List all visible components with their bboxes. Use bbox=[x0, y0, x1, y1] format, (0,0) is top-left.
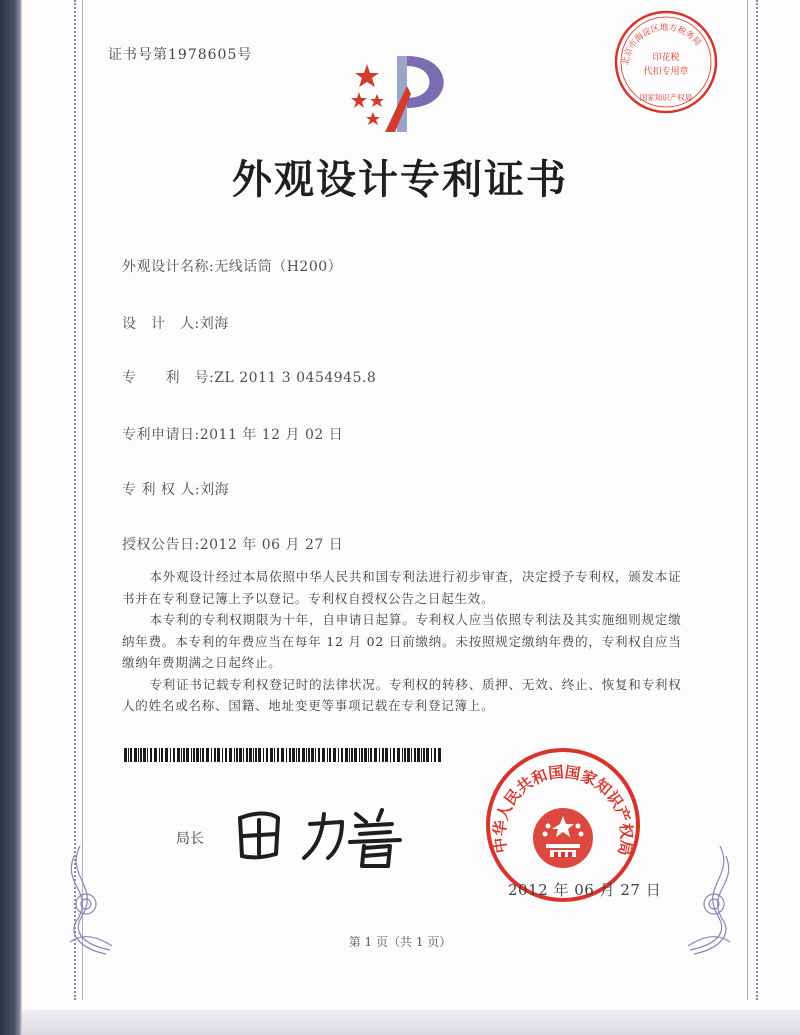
barcode-bar bbox=[130, 748, 132, 762]
certificate-title: 外观设计专利证书 bbox=[232, 156, 568, 203]
page-number: 第 1 页（共 1 页） bbox=[348, 935, 452, 949]
barcode-bar bbox=[289, 748, 291, 762]
tax-seal-bottom: 国家知识产权局 bbox=[639, 93, 693, 102]
grant-date-label: 授权公告日: bbox=[122, 537, 200, 553]
field-grant-date bbox=[122, 534, 343, 554]
barcode-bar bbox=[359, 748, 360, 762]
patent-office-logo bbox=[345, 46, 465, 136]
barcode-bar bbox=[206, 748, 209, 762]
barcode-bar bbox=[322, 748, 325, 762]
field-designer bbox=[122, 313, 229, 333]
patent-number-value: ZL 2011 3 0454945.8 bbox=[214, 370, 377, 386]
barcode-bar bbox=[222, 748, 223, 762]
design-name-label: 外观设计名称: bbox=[122, 259, 215, 275]
barcode-bar bbox=[173, 748, 175, 762]
barcode-bar bbox=[329, 748, 331, 762]
barcode-bar bbox=[134, 748, 137, 762]
barcode-bar bbox=[177, 748, 180, 762]
barcode-bar bbox=[281, 748, 284, 762]
barcode-bar bbox=[196, 748, 199, 762]
filing-date-value: 2011 年 12 月 02 日 bbox=[199, 427, 344, 443]
barcode-bar bbox=[311, 748, 314, 762]
barcode-bar bbox=[229, 748, 232, 762]
barcode-bar bbox=[165, 748, 168, 762]
certificate-body bbox=[122, 566, 688, 717]
body-paragraph-1: 本外观设计经过本局依照中华人民共和国专利法进行初步审查，决定授予专利权，颁发本证书并在专利登记簿上予以登记。专利权自授权公告之日起生效。 bbox=[122, 569, 682, 606]
barcode bbox=[124, 748, 444, 762]
barcode-bar bbox=[438, 748, 441, 762]
barcode-bar bbox=[379, 748, 380, 762]
barcode-bar bbox=[421, 748, 422, 762]
barcode-bar bbox=[402, 748, 403, 762]
barcode-bar bbox=[411, 748, 412, 762]
barcode-bar bbox=[349, 748, 350, 762]
barcode-bar bbox=[249, 748, 252, 762]
barcode-bar bbox=[202, 748, 204, 762]
barcode-bar bbox=[193, 748, 195, 762]
barcode-bar bbox=[277, 748, 279, 762]
barcode-bar bbox=[296, 748, 297, 762]
barcode-bar bbox=[181, 748, 182, 762]
barcode-bar bbox=[345, 748, 348, 762]
barcode-bar bbox=[333, 748, 336, 762]
barcode-bar bbox=[302, 748, 305, 762]
barcode-bar bbox=[423, 748, 425, 762]
barcode-bar bbox=[191, 748, 192, 762]
barcode-bar bbox=[154, 748, 157, 762]
barcode-bar bbox=[138, 748, 139, 762]
barcode-bar bbox=[217, 748, 220, 762]
body-paragraph-3: 专利证书记载专利权登记时的法律状况。专利权的转移、质押、无效、终止、恢复和专利权人的姓名或名称、国籍、地址变更等事项记载在专利登记簿上。 bbox=[122, 676, 682, 713]
barcode-bar bbox=[404, 748, 406, 762]
barcode-bar bbox=[183, 748, 185, 762]
field-patent-number bbox=[122, 367, 376, 387]
logo-p-bowl bbox=[407, 56, 444, 108]
barcode-bar bbox=[338, 748, 339, 762]
logo-star-1 bbox=[355, 64, 379, 87]
barcode-bar bbox=[143, 748, 146, 762]
tax-seal-outer-text: 北京市海淀区地方税务局 bbox=[620, 22, 703, 67]
design-name-value: 无线话筒（H200） bbox=[214, 259, 343, 275]
barcode-bar bbox=[161, 748, 163, 762]
national-emblem-icon bbox=[533, 808, 593, 868]
barcode-bar bbox=[354, 748, 357, 762]
barcode-bar bbox=[234, 748, 235, 762]
barcode-bar bbox=[286, 748, 287, 762]
barcode-bar bbox=[170, 748, 171, 762]
barcode-bar bbox=[266, 748, 268, 762]
barcode-bar bbox=[374, 748, 377, 762]
barcode-bar bbox=[390, 748, 391, 762]
official-seal-text: 中华人民共和国国家知识产权局 bbox=[490, 763, 636, 858]
director-signature bbox=[232, 796, 422, 876]
body-paragraph-2: 本专利的专利权期限为十年，自申请日起算。专利权人应当依照专利法及其实施细则规定缴纳年费。本专利的年费应当在每年 12 月 02 日前缴纳。未按照规定缴纳年费的，专利权自应当缴纳年费期满之日起终止。 bbox=[122, 612, 682, 670]
barcode-bar bbox=[341, 748, 343, 762]
barcode-bar bbox=[385, 748, 388, 762]
barcode-bar bbox=[263, 748, 264, 762]
barcode-bar bbox=[414, 748, 416, 762]
barcode-bar bbox=[315, 748, 316, 762]
barcode-bar bbox=[253, 748, 254, 762]
barcode-bar bbox=[368, 748, 369, 762]
tax-seal-line1: 印花税 bbox=[652, 53, 680, 63]
barcode-bar bbox=[147, 748, 148, 762]
certificate-number: 证书号第1978605号 bbox=[108, 47, 253, 63]
grant-date-value: 2012 年 06 月 27 日 bbox=[199, 537, 344, 553]
barcode-bar bbox=[243, 748, 244, 762]
barcode-bar bbox=[140, 748, 142, 762]
barcode-bar bbox=[124, 748, 127, 762]
barcode-bar bbox=[246, 748, 248, 762]
barcode-bar bbox=[211, 748, 212, 762]
director-label: 局长 bbox=[176, 831, 204, 847]
barcode-bar bbox=[270, 748, 273, 762]
logo-star-4 bbox=[366, 112, 380, 125]
barcode-bar bbox=[255, 748, 257, 762]
barcode-bar bbox=[327, 748, 328, 762]
barcode-bar bbox=[306, 748, 307, 762]
barcode-bar bbox=[431, 748, 432, 762]
field-patentee bbox=[122, 479, 229, 499]
barcode-bar bbox=[274, 748, 275, 762]
barcode-bar bbox=[225, 748, 227, 762]
barcode-bar bbox=[214, 748, 216, 762]
barcode-bar bbox=[236, 748, 238, 762]
barcode-bar bbox=[407, 748, 410, 762]
designer-value: 刘海 bbox=[199, 316, 229, 332]
barcode-bar bbox=[239, 748, 242, 762]
barcode-bar bbox=[434, 748, 436, 762]
barcode-bar bbox=[370, 748, 372, 762]
barcode-bar bbox=[258, 748, 261, 762]
barcode-bar bbox=[417, 748, 420, 762]
logo-star-3 bbox=[370, 94, 384, 107]
patent-number-label: 专 利 号: bbox=[122, 370, 215, 386]
barcode-bar bbox=[200, 748, 201, 762]
field-design-name bbox=[122, 256, 342, 276]
tax-seal-line2: 代扣专用章 bbox=[643, 67, 689, 77]
barcode-bar bbox=[361, 748, 363, 762]
barcode-bar bbox=[298, 748, 300, 762]
barcode-bar bbox=[186, 748, 189, 762]
barcode-bar bbox=[150, 748, 152, 762]
seal-date: 2012 年 06 月 27 日 bbox=[508, 881, 662, 899]
barcode-bar bbox=[397, 748, 400, 762]
stamp-tax-seal bbox=[612, 8, 720, 116]
barcode-bar bbox=[382, 748, 384, 762]
barcode-bar bbox=[308, 748, 310, 762]
patentee-label: 专 利 权 人: bbox=[122, 482, 201, 498]
barcode-bar bbox=[128, 748, 129, 762]
barcode-bar bbox=[318, 748, 320, 762]
designer-label: 设 计 人: bbox=[122, 316, 200, 332]
patentee-value: 刘海 bbox=[200, 482, 230, 498]
filing-date-label: 专利申请日: bbox=[122, 427, 200, 443]
field-filing-date bbox=[122, 424, 343, 444]
logo-star-2 bbox=[351, 92, 367, 108]
barcode-bar bbox=[364, 748, 367, 762]
barcode-bar bbox=[393, 748, 395, 762]
barcode-bar bbox=[292, 748, 295, 762]
barcode-bar bbox=[351, 748, 353, 762]
barcode-bar bbox=[426, 748, 429, 762]
bottom-scan-edge bbox=[22, 1010, 800, 1035]
barcode-bar bbox=[159, 748, 160, 762]
